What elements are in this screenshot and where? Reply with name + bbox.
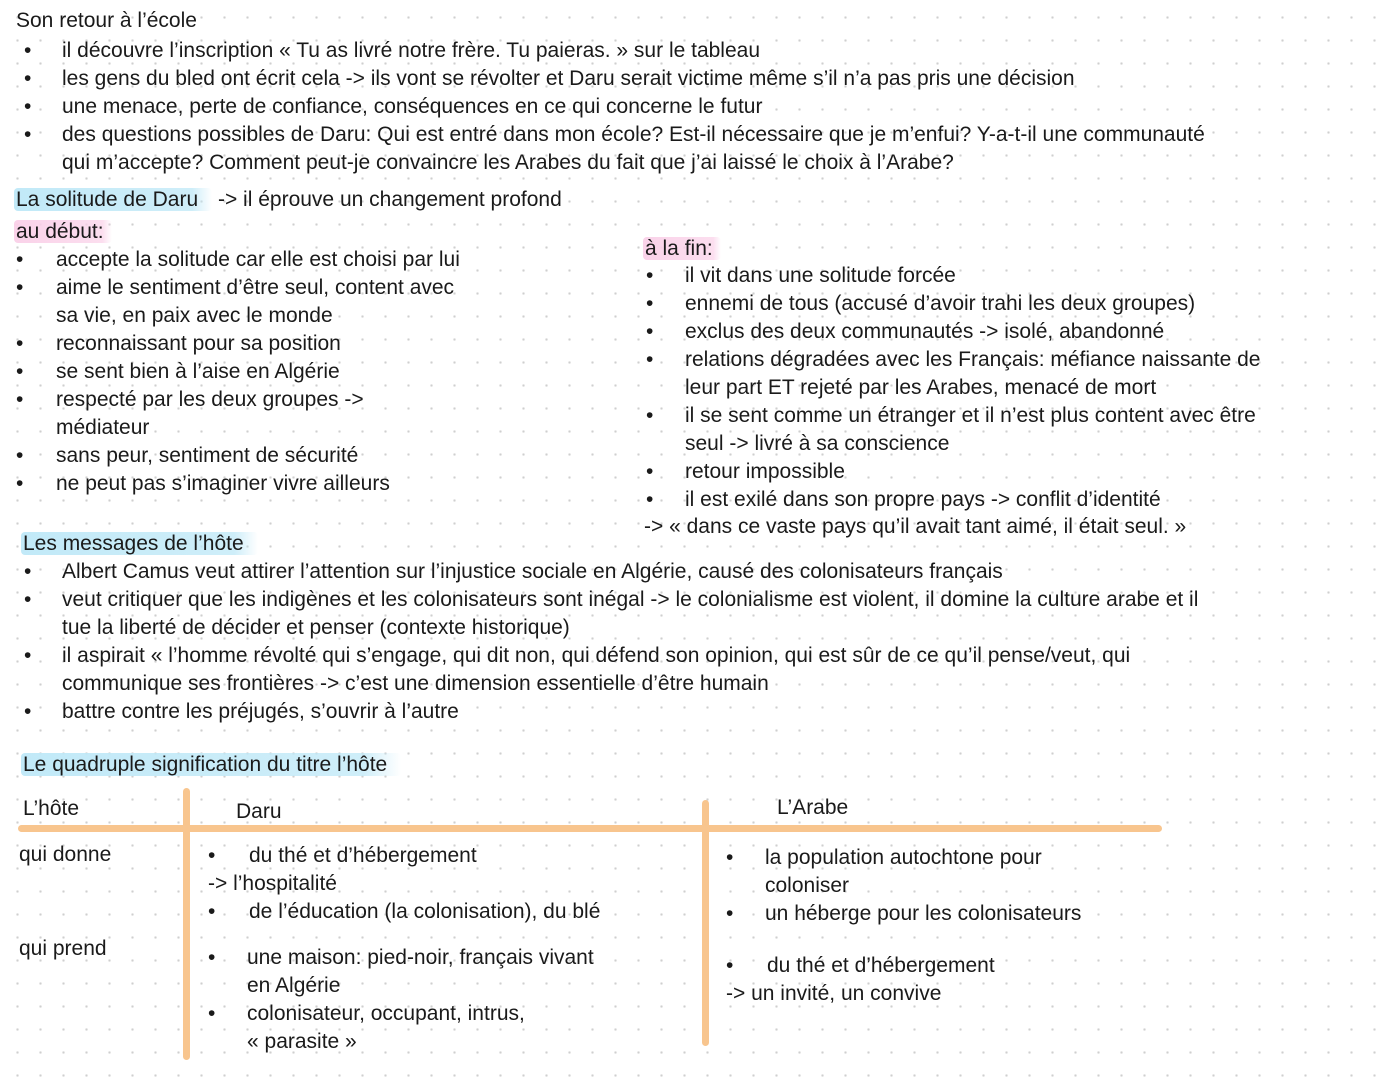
quote-fin: -> « dans ce vaste pays qu’il avait tant aimé, il était seul. » [644, 515, 1187, 538]
list-item: • la population autochtone pour coloniser [726, 846, 1042, 897]
list-item: • respecté par les deux groupes -> médiateur [16, 388, 364, 439]
list-item: • battre contre les préjugés, s’ouvrir à l’autre [24, 700, 459, 723]
list-item: • reconnaissant pour sa position [16, 332, 341, 355]
label-fin: à la fin: [643, 236, 721, 262]
list-item: • accepte la solitude car elle est choisi par lui [16, 248, 460, 271]
list-item: • il se sent comme un étranger et il n’est plus content avec être seul -> livré à sa conscience [646, 404, 1256, 455]
list-item: • sans peur, sentiment de sécurité [16, 444, 359, 467]
section-title-retour: Son retour à l’école [16, 9, 197, 32]
section-title-signification: Le quadruple signification du titre l’hôte [21, 752, 401, 778]
label-debut: au début: [14, 219, 112, 245]
list-item: • colonisateur, occupant, intrus, « parasite » [208, 1002, 525, 1053]
cell-arabe-prend [726, 952, 995, 1008]
list-item: • retour impossible [646, 460, 845, 483]
row-label-donne: qui donne [19, 843, 112, 866]
section-subtitle-solitude: -> il éprouve un changement profond [217, 188, 562, 211]
cell-daru-prend [208, 944, 594, 1056]
column-header-daru: Daru [236, 800, 282, 823]
list-item: • Albert Camus veut attirer l’attention sur l’injustice sociale en Algérie, causé des colonisateurs français [24, 560, 1003, 583]
list-item: • du thé et d’hébergement [726, 954, 995, 977]
list-item: • ennemi de tous (accusé d’avoir trahi les deux groupes) [646, 292, 1196, 315]
table-divider-2 [702, 800, 709, 1046]
table-header-rule [18, 825, 1162, 832]
list-item: • il vit dans une solitude forcée [646, 264, 956, 287]
section-title-solitude: La solitude de Daru -> il éprouve un changement profond [16, 188, 562, 211]
list-item: • il aspirait « l’homme révolté qui s’engage, qui dit non, qui défend son opinion, qui est sûr de ce qu’il pense/veut, qui communique ses frontières -> c’est une dimension essentielle d’être humain [24, 644, 1131, 695]
list-item: • relations dégradées avec les Français: méfiance naissante de leur part ET rejeté par les Arabes, menacé de mort [646, 348, 1261, 399]
list-fin [640, 262, 1261, 514]
list-item: • du thé et d’hébergement [208, 844, 477, 867]
list-item: • ne peut pas s’imaginer vivre ailleurs [16, 472, 390, 495]
list-item: • aime le sentiment d’être seul, content avec sa vie, en paix avec le monde [16, 276, 455, 327]
list-item: • les gens du bled ont écrit cela -> ils vont se révolter et Daru serait victime même s’il n’a pas pris une décision [24, 67, 1075, 90]
list-item: • une menace, perte de confiance, conséquences en ce qui concerne le futur [24, 95, 763, 118]
arrow-line: -> l’hospitalité [208, 872, 337, 895]
column-header-hote: L’hôte [23, 797, 80, 820]
column-header-arabe: L’Arabe [777, 796, 849, 819]
list-messages [0, 558, 1198, 726]
list-retour [0, 37, 1205, 177]
section-title-messages: Les messages de l’hôte [21, 531, 258, 557]
arrow-line: -> un invité, un convive [726, 982, 942, 1005]
list-item: • des questions possibles de Daru: Qui est entré dans mon école? Est-il nécessaire que je m’enfui? Y-a-t-il une communauté qui m’accepte? Comment peut-je convaincre les Arabes du fait que j’ai laissé le choix à l’Arabe? [24, 123, 1205, 174]
list-item: • exclus des deux communautés -> isolé, abandonné [646, 320, 1165, 343]
list-item: • veut critiquer que les indigènes et les colonisateurs sont inégal -> le colonialisme est violent, il domine la culture arabe et il tue la liberté de décider et penser (contexte historique) [24, 588, 1199, 639]
list-item: • un héberge pour les colonisateurs [726, 902, 1082, 925]
row-label-prend: qui prend [19, 937, 107, 960]
list-item: • de l’éducation (la colonisation), du blé [208, 900, 601, 923]
cell-arabe-donne [726, 844, 1081, 928]
list-item: • se sent bien à l’aise en Algérie [16, 360, 340, 383]
list-item: • il est exilé dans son propre pays -> conflit d’identité [646, 488, 1161, 511]
list-debut [0, 246, 460, 498]
list-item: • il découvre l’inscription « Tu as livré notre frère. Tu paieras. » sur le tableau [24, 39, 761, 62]
list-item: • une maison: pied-noir, français vivant en Algérie [208, 946, 594, 997]
cell-daru-donne [208, 842, 600, 926]
